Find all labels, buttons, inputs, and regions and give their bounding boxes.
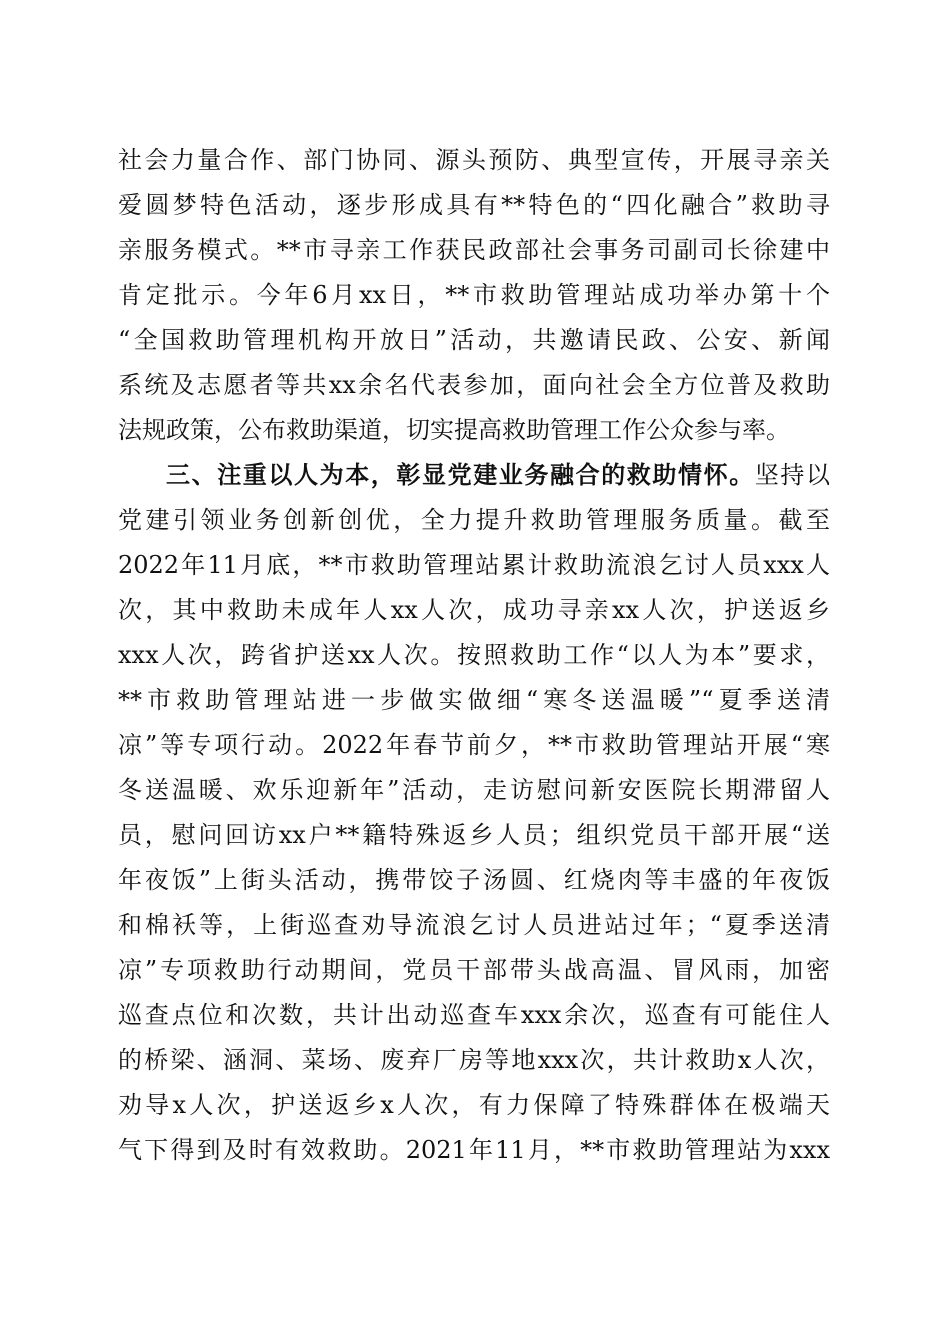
text-line: 亲服务模式。**市寻亲工作获民政部社会事务司副司长徐建中 [118, 236, 830, 264]
text-line: 凉”等专项行动。2022年春节前夕，**市救助管理站开展“寒 [118, 731, 830, 759]
text-line: 年夜饭”上街头活动，携带饺子汤圆、红烧肉等丰盛的年夜饭 [118, 866, 830, 894]
text-line: 系统及志愿者等共xx余名代表参加，面向社会全方位普及救助 [118, 371, 830, 399]
text-line: 的桥梁、涵洞、菜场、废弃厂房等地xxx次，共计救助x人次， [118, 1046, 830, 1074]
text-line: “全国救助管理机构开放日”活动，共邀请民政、公安、新闻 [118, 326, 830, 354]
text-line: **市救助管理站进一步做实做细“寒冬送温暖”“夏季送清 [118, 686, 830, 714]
text-line: xxx人次，跨省护送xx人次。按照救助工作“以人为本”要求， [118, 641, 830, 669]
text-line: 和棉袄等，上街巡查劝导流浪乞讨人员进站过年；“夏季送清 [118, 911, 830, 939]
text-line: 冬送温暖、欢乐迎新年”活动，走访慰问新安医院长期滞留人 [118, 776, 830, 804]
text-line: 法规政策，公布救助渠道，切实提高救助管理工作公众参与率。 [118, 416, 790, 444]
text-line: 气下得到及时有效救助。2021年11月，**市救助管理站为xxx [118, 1136, 830, 1164]
text-line: 社会力量合作、部门协同、源头预防、典型宣传，开展寻亲关 [118, 146, 830, 174]
text-line: 凉”专项救助行动期间，党员干部带头战高温、冒风雨，加密 [118, 956, 830, 984]
section-heading: 三、注重以人为本，彰显党建业务融合的救助情怀。 [166, 461, 755, 489]
text-line: 员，慰问回访xx户**籍特殊返乡人员；组织党员干部开展“送 [118, 821, 830, 849]
text-line: 爱圆梦特色活动，逐步形成具有**特色的“四化融合”救助寻 [118, 191, 830, 219]
text-run: 坚持以 [754, 461, 831, 489]
text-line: 劝导x人次，护送返乡x人次，有力保障了特殊群体在极端天 [118, 1091, 830, 1119]
text-line: 巡查点位和次数，共计出动巡查车xxx余次，巡查有可能住人 [118, 1001, 830, 1029]
text-line: 2022年11月底，**市救助管理站累计救助流浪乞讨人员xxx人 [118, 551, 830, 579]
text-line: 肯定批示。今年6月xx日，**市救助管理站成功举办第十个 [118, 281, 830, 309]
text-line: 党建引领业务创新创优，全力提升救助管理服务质量。截至 [118, 506, 830, 534]
text-line: 次，其中救助未成年人xx人次，成功寻亲xx人次，护送返乡 [118, 596, 830, 624]
section-heading-line [166, 453, 830, 497]
